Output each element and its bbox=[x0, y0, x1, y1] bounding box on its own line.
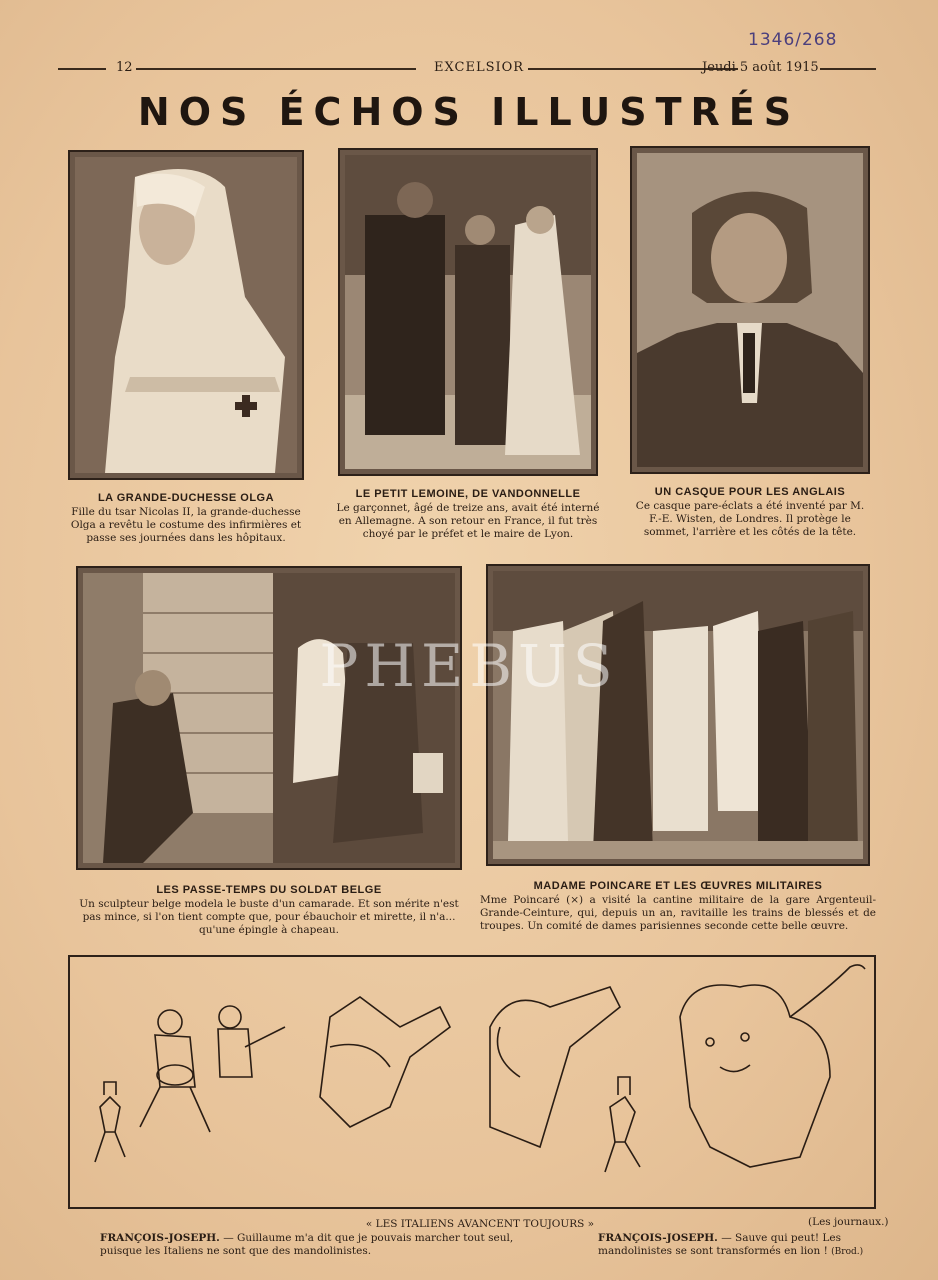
caption-text: Le garçonnet, âgé de treize ans, avait été interné en Allemagne. A son retour en France, il fut très choyé par le préfet et le maire de Lyon. bbox=[336, 502, 600, 540]
caption-text: Un sculpteur belge modela le buste d'un camarade. Et son mérite n'est pas mince, si l'on tient compte que, pour ébauchoir et mirette, il n'a... qu'une épingle à chapeau. bbox=[79, 898, 459, 936]
cartoon-headline: « LES ITALIENS AVANCENT TOUJOURS » bbox=[365, 1218, 595, 1230]
caption-title: UN CASQUE POUR LES ANGLAIS bbox=[654, 486, 846, 498]
caption-grand-duchess-olga bbox=[68, 492, 304, 545]
caption-title: LA GRANDE-DUCHESSE OLGA bbox=[97, 492, 275, 504]
photo-petit-lemoine bbox=[338, 148, 598, 476]
caption-casque-anglais bbox=[628, 486, 872, 539]
page-title: NOS ÉCHOS ILLUSTRÉS bbox=[137, 90, 801, 134]
header-rule bbox=[820, 68, 876, 70]
caption-madame-poincare bbox=[480, 880, 876, 933]
speaker-name: FRANÇOIS-JOSEPH. bbox=[598, 1232, 718, 1244]
caption-text: Fille du tsar Nicolas II, la grande-duchesse Olga a revêtu le costume des infirmières et passe ses journées dans les hôpitaux. bbox=[70, 506, 302, 544]
caption-title: LE PETIT LEMOINE, DE VANDONNELLE bbox=[355, 488, 581, 500]
caption-title: MADAME POINCARE ET LES ŒUVRES MILITAIRES bbox=[533, 880, 823, 892]
photo-image bbox=[345, 155, 591, 469]
photo-madame-poincare bbox=[486, 564, 870, 866]
cartoon-source: (Les journaux.) bbox=[808, 1216, 889, 1228]
issue-date: Jeudi 5 août 1915 bbox=[702, 60, 819, 75]
speaker-name: FRANÇOIS-JOSEPH. bbox=[100, 1232, 220, 1244]
photo-grand-duchess-olga bbox=[68, 150, 304, 480]
cartoon-panel bbox=[68, 955, 876, 1209]
photo-image bbox=[83, 573, 455, 863]
artist-signature: (Brod.) bbox=[831, 1247, 864, 1257]
newspaper-name: EXCELSIOR bbox=[434, 60, 525, 75]
page-header bbox=[58, 60, 876, 78]
photo-image bbox=[637, 153, 863, 467]
caption-text: Ce casque pare-éclats a été inventé par M. F.-E. Wisten, de Londres. Il protège le sommet, l'arrière et les côtés de la tête. bbox=[635, 500, 865, 538]
header-rule bbox=[136, 68, 416, 70]
photo-casque-anglais bbox=[630, 146, 870, 474]
cartoon-drawing bbox=[70, 957, 874, 1207]
cartoon-caption-left bbox=[100, 1232, 520, 1258]
photo-image bbox=[493, 571, 863, 859]
watermark: PHEBUS bbox=[319, 632, 619, 700]
cartoon-caption-right bbox=[598, 1232, 888, 1259]
header-rule bbox=[58, 68, 106, 70]
speaker-text: — Guillaume m'a dit que je pouvais marcher tout seul, puisque les Italiens ne sont que des mandolinistes. bbox=[100, 1232, 514, 1257]
caption-text: Mme Poincaré (×) a visité la cantine militaire de la gare Argenteuil-Grande-Ceinture, qui, depuis un an, ravitaille les trains de blessés et de troupes. Un comité de dames parisiennes seconde cette belle œuvre. bbox=[480, 894, 876, 932]
photo-image bbox=[75, 157, 297, 473]
caption-title: LES PASSE-TEMPS DU SOLDAT BELGE bbox=[156, 884, 382, 896]
photo-soldat-belge bbox=[76, 566, 462, 870]
page-number: 12 bbox=[116, 60, 133, 75]
speaker-text: — Sauve qui peut! Les mandolinistes se sont transformés en lion ! bbox=[598, 1232, 841, 1257]
caption-soldat-belge bbox=[70, 884, 468, 937]
caption-petit-lemoine bbox=[336, 488, 600, 541]
handwritten-archive-number: 1346/268 bbox=[748, 30, 838, 50]
